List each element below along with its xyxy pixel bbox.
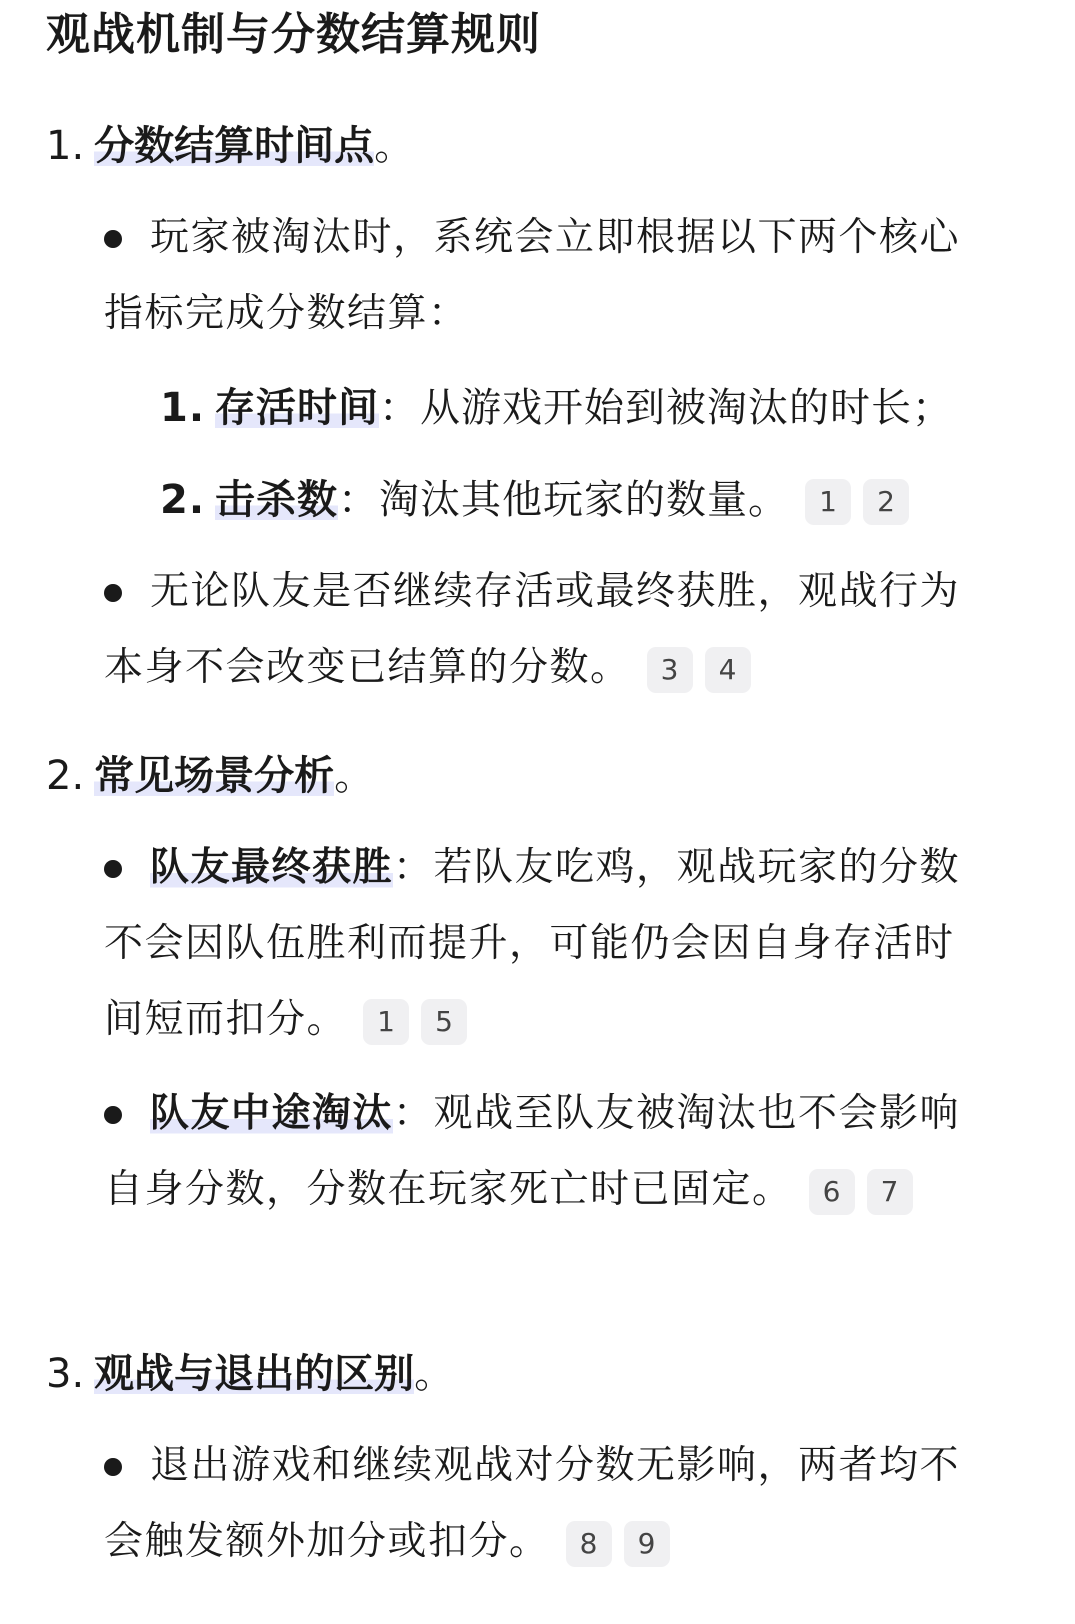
sub-item-label: 存活时间 [215, 385, 380, 431]
section-title: 常见场景分析 [94, 753, 335, 799]
sub-list-item [160, 376, 953, 440]
section-punctuation: 。 [414, 1351, 455, 1397]
section-punctuation: 。 [334, 753, 375, 799]
bullet-dot [104, 230, 122, 248]
citation-badge[interactable]: 5 [421, 999, 467, 1045]
citation-badge[interactable]: 9 [624, 1521, 670, 1567]
list-item [104, 830, 978, 1058]
bullet-label: 队友中途淘汰 [150, 1091, 394, 1136]
page-title: 观战机制与分数结算规则 [46, 9, 541, 60]
bullet-text: 退出游戏和继续观战对分数无影响，两者均不会触发额外加分或扣分。 [104, 1443, 961, 1564]
bullet-dot [104, 1106, 122, 1124]
list-item [104, 1076, 978, 1228]
sub-item-number: 1. [160, 385, 206, 431]
section-number: 2. [46, 753, 85, 799]
citation-badge[interactable]: 1 [363, 999, 409, 1045]
bullet-dot [104, 584, 122, 602]
bullet-dot [104, 1458, 122, 1476]
sub-item-text: ：从游戏开始到被淘汰的时长； [379, 385, 954, 431]
sub-list-item [160, 468, 909, 532]
section-number: 1. [46, 123, 85, 169]
sub-item-number: 2. [160, 477, 206, 523]
bullet-text: ：观战至队友被淘汰也不会影响自身分数，分数在玩家死亡时已固定。 [104, 1091, 961, 1212]
citation-badge[interactable]: 4 [705, 647, 751, 693]
citation-badge[interactable]: 6 [809, 1169, 855, 1215]
bullet-text: ：若队友吃鸡，观战玩家的分数不会因队伍胜利而提升，可能仍会因自身存活时间短而扣分。 [104, 845, 961, 1042]
sub-item-text: ：淘汰其他玩家的数量。 [338, 477, 790, 523]
sub-item-label: 击杀数 [215, 477, 339, 523]
citation-badge[interactable]: 8 [566, 1521, 612, 1567]
section-title: 观战与退出的区别 [94, 1351, 415, 1397]
bullet-text: 玩家被淘汰时，系统会立即根据以下两个核心指标完成分数结算： [104, 215, 961, 336]
list-item [104, 554, 978, 706]
section-heading-2 [46, 748, 374, 804]
citation-badge[interactable]: 2 [863, 479, 909, 525]
citation-badge[interactable]: 7 [867, 1169, 913, 1215]
bullet-dot [104, 860, 122, 878]
bullet-text: 无论队友是否继续存活或最终获胜，观战行为本身不会改变已结算的分数。 [104, 569, 961, 690]
citation-badge[interactable]: 1 [805, 479, 851, 525]
list-item [104, 200, 978, 352]
citation-badge[interactable]: 3 [647, 647, 693, 693]
section-heading-1 [46, 118, 414, 174]
section-number: 3. [46, 1351, 85, 1397]
list-item [104, 1428, 978, 1580]
section-heading-3 [46, 1346, 454, 1402]
section-punctuation: 。 [374, 123, 415, 169]
section-title: 分数结算时间点 [94, 123, 375, 169]
bullet-label: 队友最终获胜 [150, 845, 394, 890]
